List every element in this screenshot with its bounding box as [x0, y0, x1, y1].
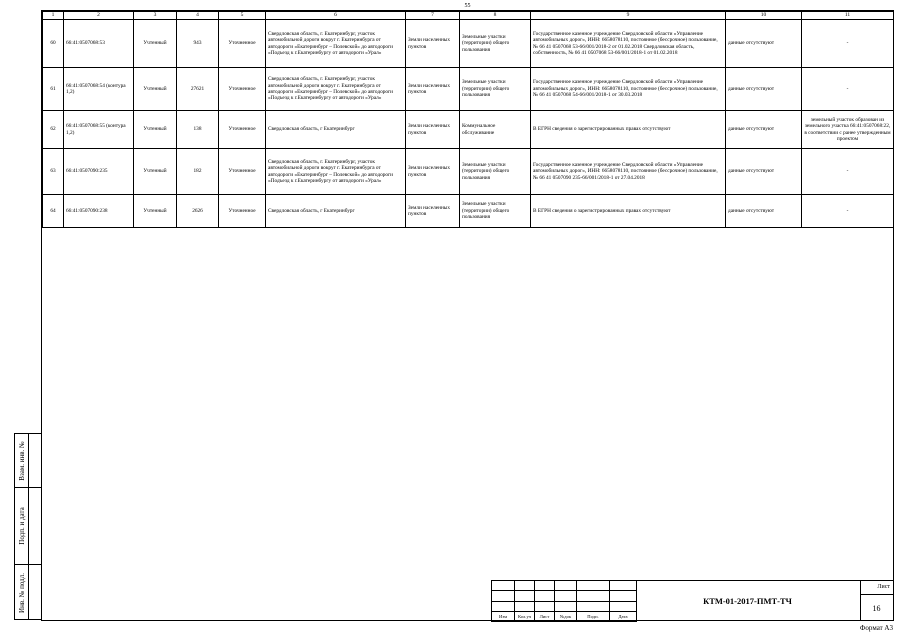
row-number: 62: [43, 111, 64, 149]
area-cell: 138: [177, 111, 219, 149]
row-number: 63: [43, 149, 64, 195]
note-cell: -: [802, 149, 894, 195]
status-cell: Учтенный: [134, 111, 177, 149]
column-number: 11: [802, 12, 894, 20]
sheet-number: 16: [872, 604, 881, 613]
rev-header: Кол.уч: [515, 611, 535, 621]
row-number: 61: [43, 68, 64, 111]
status-cell: Учтенный: [134, 20, 177, 68]
status-cell: Учтенный: [134, 195, 177, 228]
cadastral-number: 66:41:0507068:54 (контура 1,2): [64, 68, 134, 111]
note-cell: -: [802, 195, 894, 228]
cadastral-number: 66:41:0507090:235: [64, 149, 134, 195]
encumbrance-cell: данные отсутствуют: [726, 20, 802, 68]
register-table: [42, 11, 894, 228]
side-label-column: [14, 433, 28, 620]
table-row: [43, 111, 894, 149]
document-code: КТМ-01-2017-ПМТ-ТЧ: [635, 580, 861, 621]
note-cell: -: [802, 68, 894, 111]
cadastral-number: 66:41:0507068:53: [64, 20, 134, 68]
category-cell: Земли населенных пунктов: [406, 111, 460, 149]
revision-grid: [491, 580, 637, 622]
address-cell: Свердловская область, г. Екатеринбург, участок автомобильной дороги вокруг г. Екатеринбурга от автодороги «Екатеринбург – Полевской» до автодороги «Подъезд к г.Екатеринбургу от автодороги «Урал»: [266, 149, 406, 195]
area-cell: 943: [177, 20, 219, 68]
rev-header: Дата: [610, 611, 637, 621]
area-cell: 2626: [177, 195, 219, 228]
cadastral-number: 66:41:0507090:238: [64, 195, 134, 228]
address-cell: Свердловская область, г. Екатеринбург, участок автомобильной дороги вокруг г. Екатеринбурга от автодороги «Екатеринбург – Полевской» до автодороги «Подъезд к г.Екатеринбургу от автодороги «Урал»: [266, 68, 406, 111]
column-number: 9: [531, 12, 726, 20]
note-cell: -: [802, 20, 894, 68]
sheet-number-box: [860, 580, 894, 621]
side-value-column: [28, 433, 42, 620]
area-cell: 27621: [177, 68, 219, 111]
column-number: 8: [460, 12, 531, 20]
rights-cell: Государственное казенное учреждение Свердловской области «Управление автомобильных дорог», ИНН: 6658078110, постоянное (бессрочное) пользование, № 66 41 0507068 53-66/001/2018-2 от 01.02.2018 Свердловская область, собственность, № 66 41 0507068 53-66/001/2018-1 от 01.02.2018: [531, 20, 726, 68]
rev-header: №док: [555, 611, 577, 621]
use-cell: Земельные участки (территории) общего пользования: [460, 195, 531, 228]
area-type-cell: Уточненное: [219, 20, 266, 68]
vzam-inv-label: Взам. инв. №: [17, 440, 26, 481]
use-cell: Земельные участки (территории) общего пользования: [460, 68, 531, 111]
encumbrance-cell: данные отсутствуют: [726, 111, 802, 149]
drawing-sheet: [41, 10, 894, 621]
sign-date-label: Подп. и дата: [17, 507, 26, 545]
column-number: 2: [64, 12, 134, 20]
column-number: 6: [266, 12, 406, 20]
row-number: 60: [43, 20, 64, 68]
title-block: [491, 580, 894, 621]
category-cell: Земли населенных пунктов: [406, 149, 460, 195]
side-stamp: [14, 433, 42, 620]
category-cell: Земли населенных пунктов: [406, 68, 460, 111]
column-number-row: [43, 12, 894, 20]
encumbrance-cell: данные отсутствуют: [726, 68, 802, 111]
area-type-cell: Уточненное: [219, 149, 266, 195]
row-number: 64: [43, 195, 64, 228]
use-cell: Земельные участки (территории) общего пользования: [460, 20, 531, 68]
rights-cell: Государственное казенное учреждение Свердловской области «Управление автомобильных дорог», ИНН: 6658078110, постоянное (бессрочное) пользование, № 66 41 0507068 54-66/001/2018-1 от 30.03.2018: [531, 68, 726, 111]
column-number: 10: [726, 12, 802, 20]
table-row: [43, 68, 894, 111]
rights-cell: В ЕГРН сведения о зарегистрированных правах отсутствуют: [531, 195, 726, 228]
rights-cell: Государственное казенное учреждение Свердловской области «Управление автомобильных дорог», ИНН: 6658078110, постоянное (бессрочное) пользование, № 66 41 0507090 235-66/001/2018-1 от 27.04.2018: [531, 149, 726, 195]
area-type-cell: Уточненное: [219, 111, 266, 149]
rev-header: Лист: [535, 611, 555, 621]
encumbrance-cell: данные отсутствуют: [726, 195, 802, 228]
use-cell: Земельные участки (территории) общего пользования: [460, 149, 531, 195]
rights-cell: В ЕГРН сведения о зарегистрированных правах отсутствуют: [531, 111, 726, 149]
column-number: 4: [177, 12, 219, 20]
column-number: 5: [219, 12, 266, 20]
area-type-cell: Уточненное: [219, 195, 266, 228]
area-type-cell: Уточненное: [219, 68, 266, 111]
use-cell: Коммунальное обслуживание: [460, 111, 531, 149]
category-cell: Земли населенных пунктов: [406, 195, 460, 228]
encumbrance-cell: данные отсутствуют: [726, 149, 802, 195]
area-cell: 182: [177, 149, 219, 195]
column-number: 3: [134, 12, 177, 20]
inv-no-label: Инв. № подл.: [17, 573, 26, 613]
table-row: [43, 20, 894, 68]
status-cell: Учтенный: [134, 68, 177, 111]
column-number: 7: [406, 12, 460, 20]
rev-header: Подп.: [577, 611, 610, 621]
address-cell: Свердловская область, г Екатеринбург: [266, 111, 406, 149]
page-number: 55: [464, 3, 471, 9]
table-row: [43, 195, 894, 228]
rev-header: Изм: [492, 611, 515, 621]
table-row: [43, 149, 894, 195]
address-cell: Свердловская область, г Екатеринбург: [266, 195, 406, 228]
status-cell: Учтенный: [134, 149, 177, 195]
address-cell: Свердловская область, г. Екатеринбург, участок автомобильной дороги вокруг г. Екатеринбурга от автодороги «Екатеринбург – Полевской» до автодороги «Подъезд к г.Екатеринбургу от автодороги «Урал»: [266, 20, 406, 68]
category-cell: Земли населенных пунктов: [406, 20, 460, 68]
revision-header-row: [492, 611, 637, 621]
column-number: 1: [43, 12, 64, 20]
format-label: Формат А3: [859, 624, 893, 632]
cadastral-number: 66:41:0507068:55 (контура 1,2): [64, 111, 134, 149]
sheet-label: Лист: [860, 581, 893, 595]
note-cell: земельный участок образован из земельного участка 66:41:0507068:22, в соответствии с ранее утвержденным проектом: [802, 111, 894, 149]
